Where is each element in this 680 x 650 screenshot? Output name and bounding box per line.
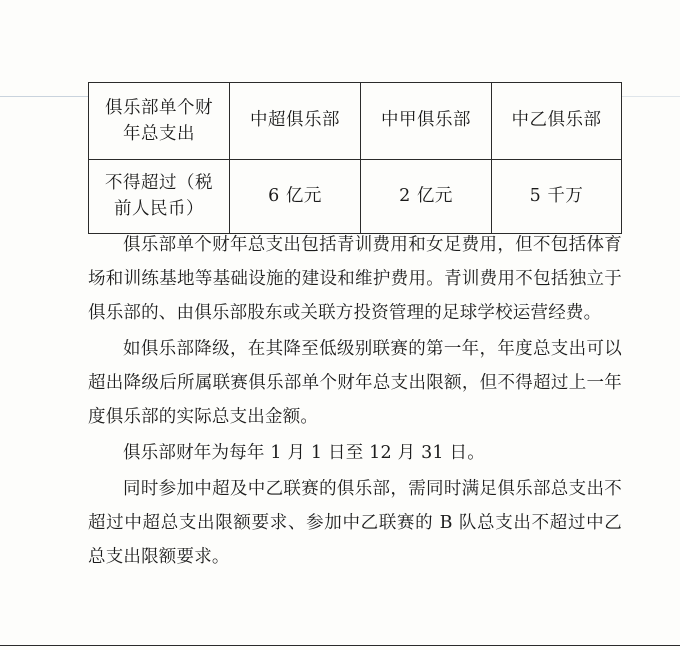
- table-cell-row-label: [89, 160, 230, 234]
- row-label-line-1: 不得超过（税: [105, 173, 213, 193]
- row-label-line-2: 前人民币）: [114, 199, 204, 220]
- table-row: [89, 160, 622, 234]
- table-header-row: [89, 83, 622, 160]
- table-cell-value-cl1: 2 亿元: [361, 160, 492, 234]
- header-label-line-1: 俱乐部单个财: [105, 97, 213, 118]
- expenditure-cap-table: [88, 82, 622, 234]
- paragraph-2: 如俱乐部降级，在其降至低级别联赛的第一年，年度总支出可以超出降级后所属联赛俱乐部单个财年总支出限额，但不得超过上一年度俱乐部的实际总支出金额。: [88, 339, 622, 427]
- document-body: [88, 228, 622, 576]
- table-header-cell-cl2: 中乙俱乐部: [492, 83, 622, 160]
- paragraph-1: 俱乐部单个财年总支出包括青训费用和女足费用，但不包括体育场和训练基地等基础设施的建设和维护费用。青训费用不包括独立于俱乐部的、由俱乐部股东或关联方投资管理的足球学校运营经费。: [88, 235, 622, 323]
- table-cell-value-cl2: 5 千万: [492, 160, 622, 234]
- table-header-cell-csl: 中超俱乐部: [230, 83, 361, 160]
- scan-artifact-line-right: [621, 96, 680, 97]
- table-header-cell-cl1: 中甲俱乐部: [361, 83, 492, 160]
- table-cell-value-csl: 6 亿元: [230, 160, 361, 234]
- paragraph-3: 俱乐部财年为每年 1 月 1 日至 12 月 31 日。: [123, 443, 485, 463]
- page-bottom-rule: [0, 645, 680, 646]
- header-label-line-2: 年总支出: [123, 124, 195, 144]
- paragraph-4: 同时参加中超及中乙联赛的俱乐部，需同时满足俱乐部总支出不超过中超总支出限额要求、参加中乙联赛的 B 队总支出不超过中乙总支出限额要求。: [88, 479, 622, 567]
- table-header-cell-label: [89, 83, 230, 160]
- scan-artifact-line-left: [0, 96, 88, 97]
